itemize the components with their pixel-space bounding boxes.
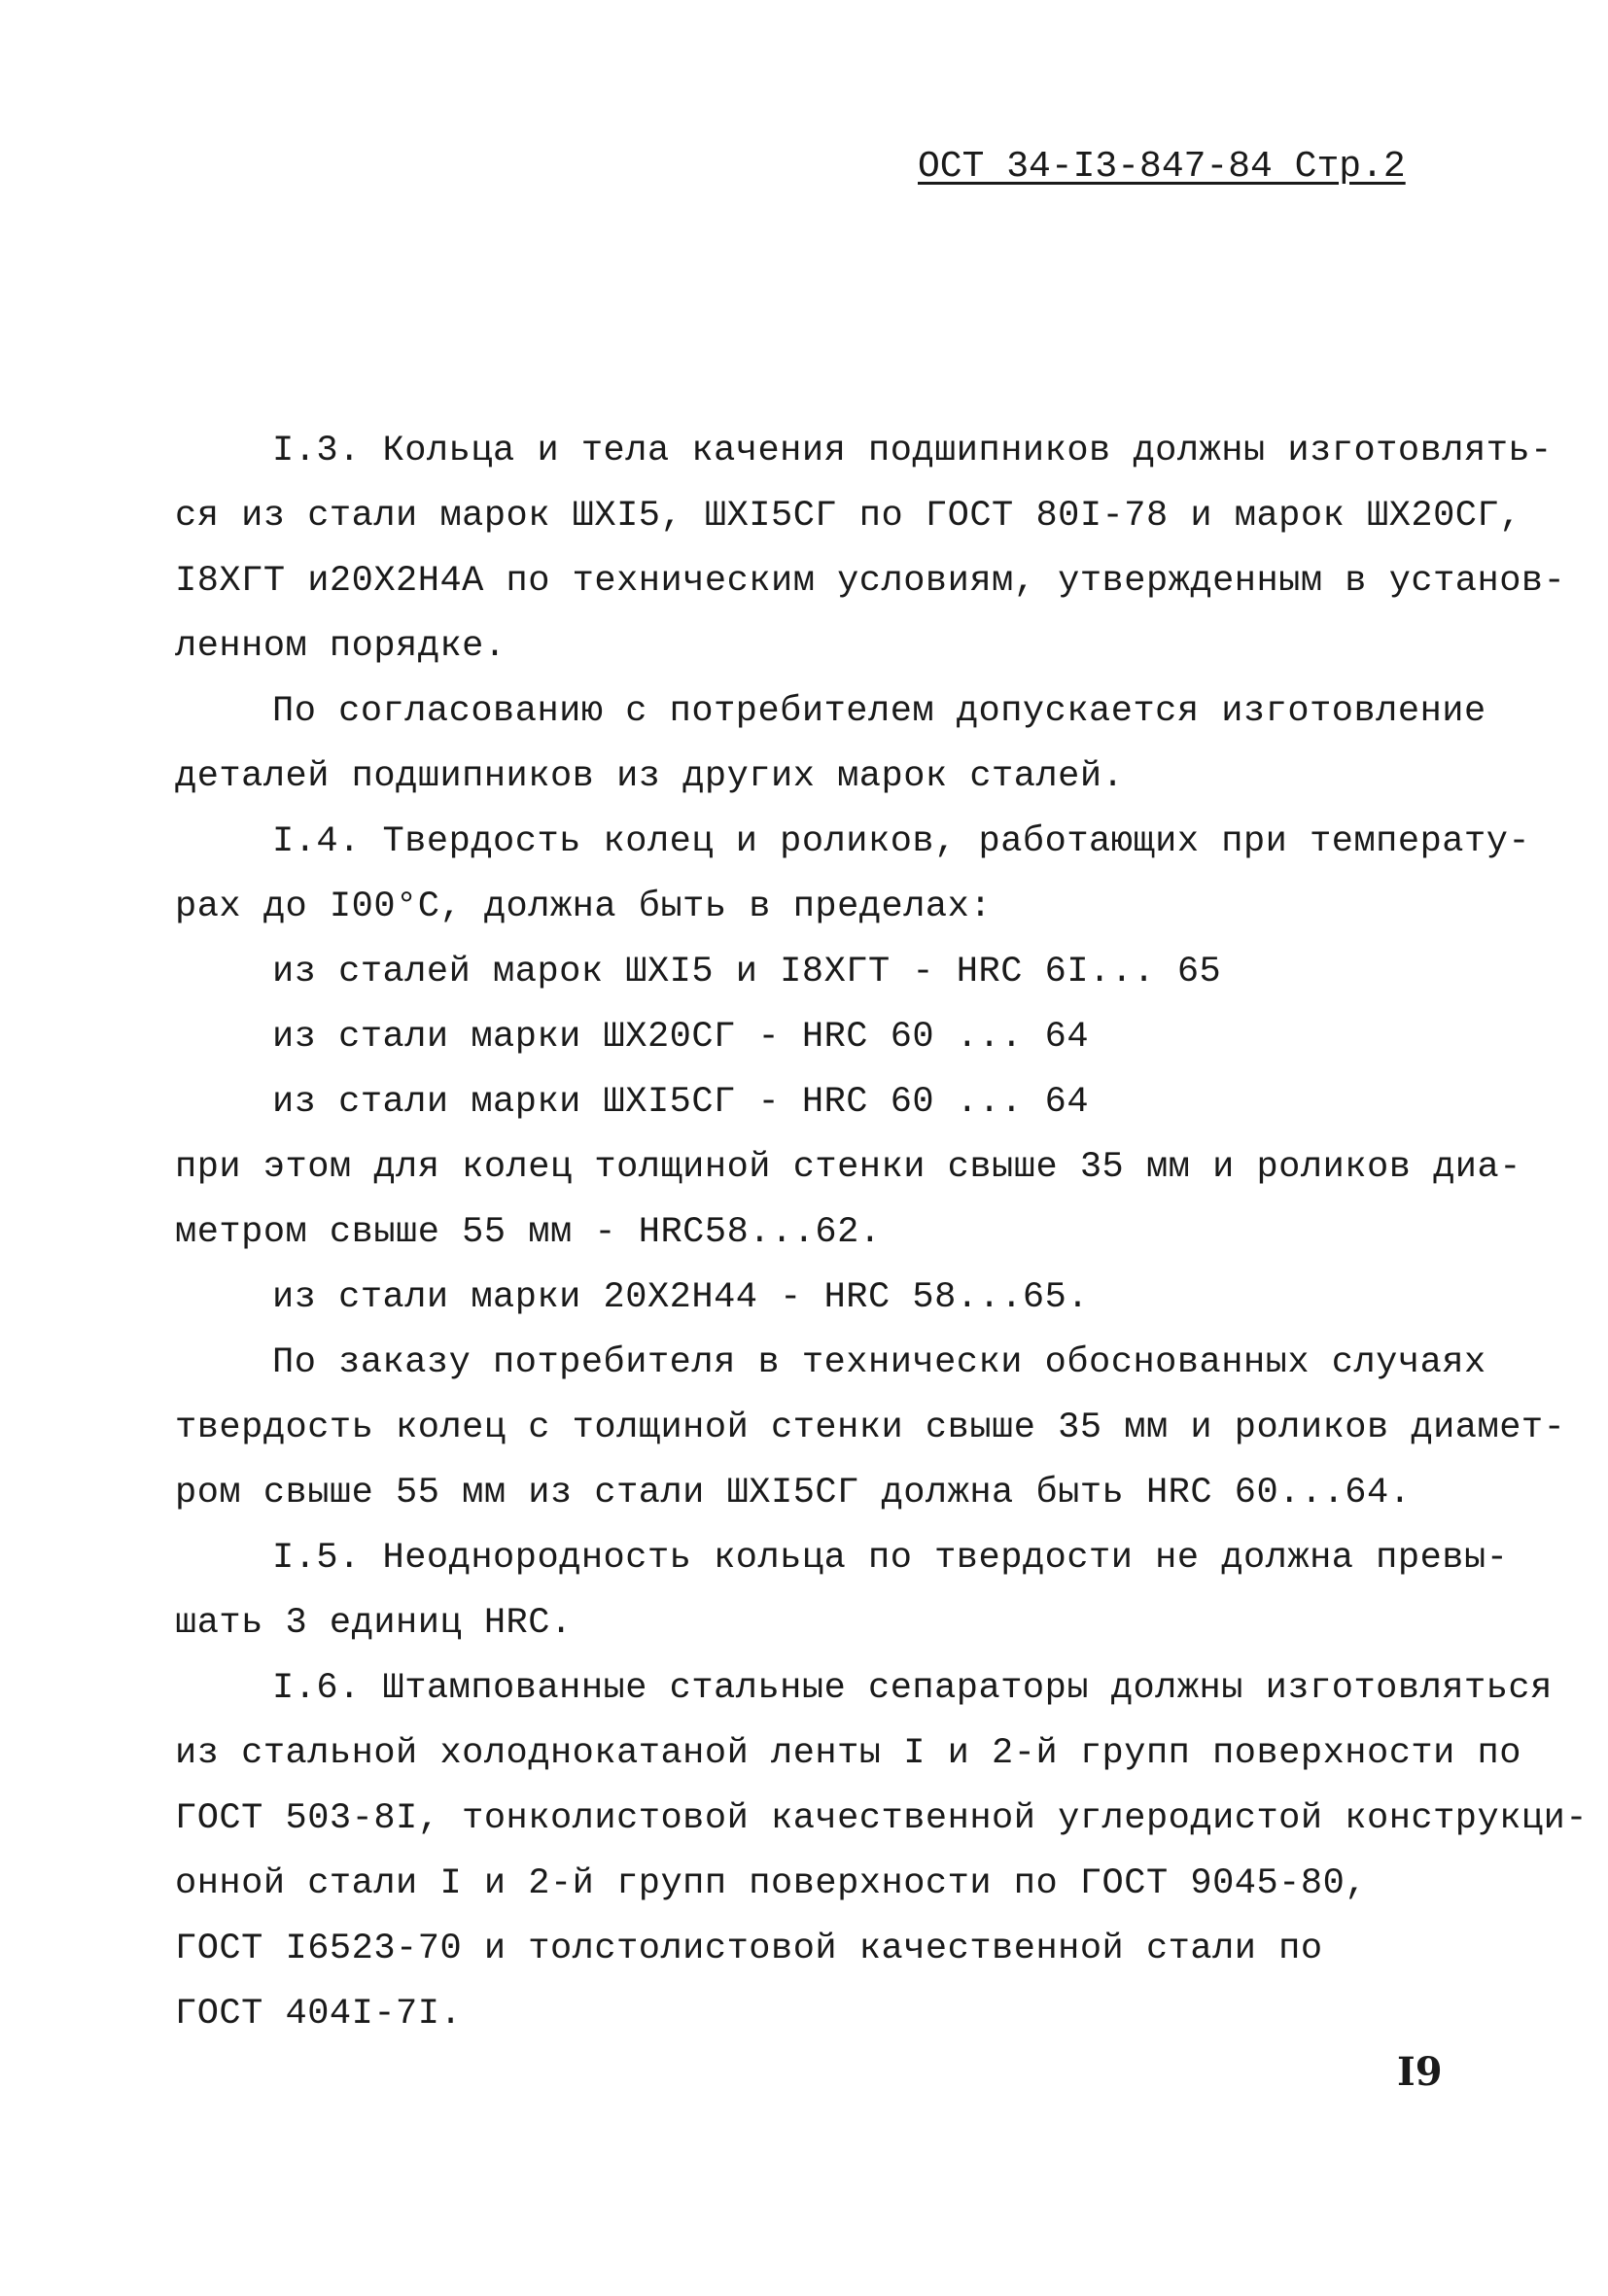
text-line: метром свыше 55 мм - HRC58...62. [175,1212,882,1253]
text-line: ГОСТ 404I-7I. [175,1994,463,2035]
text-line: из стали марки 20Х2Н44 - HRC 58...65. [272,1277,1090,1318]
page-number: I9 [1397,2049,1443,2095]
text-line: I.4. Твердость колец и роликов, работающих при температу- [272,821,1531,862]
text-line: из стали марки ШХ20СГ - HRC 60 ... 64 [272,1017,1090,1058]
text-line: I.3. Кольца и тела качения подшипников должны изготовлять- [272,431,1553,471]
text-line: ром свыше 55 мм из стали ШХI5СГ должна быть HRC 60...64. [175,1473,1412,1513]
text-line: твердость колец с толщиной стенки свыше 35 мм и роликов диамет- [175,1408,1566,1448]
text-line: из стали марки ШХI5СГ - HRC 60 ... 64 [272,1082,1090,1123]
text-line: I8ХГТ и20Х2Н4А по техническим условиям, утвержденным в установ- [175,561,1566,602]
text-line: I.6. Штампованные стальные сепараторы должны изготовляться [272,1668,1553,1709]
text-line: шать 3 единиц HRC. [175,1603,573,1644]
text-line: ГОСТ 503-8I, тонколистовой качественной углеродистой конструкци- [175,1798,1589,1839]
text-line: онной стали I и 2-й групп поверхности по ГОСТ 9045-80, [175,1863,1367,1904]
text-line: рах до I00°С, должна быть в пределах: [175,887,993,927]
text-line: ленном порядке. [175,626,507,667]
text-line: ГОСТ I6523-70 и толстолистовой качественной стали по [175,1929,1323,1969]
text-line: По заказу потребителя в технически обоснованных случаях [272,1342,1486,1383]
text-line: деталей подшипников из других марок сталей. [175,756,1125,797]
text-line: при этом для колец толщиной стенки свыше 35 мм и роликов диа- [175,1147,1521,1188]
text-line: По согласованию с потребителем допускается изготовление [272,691,1486,732]
text-line: из сталей марок ШХI5 и I8ХГТ - HRC 6I... 65 [272,952,1222,992]
text-line: из стальной холоднокатаной ленты I и 2-й групп поверхности по [175,1733,1521,1774]
document-header: ОСТ 34-I3-847-84 Стр.2 [918,146,1406,188]
text-line: ся из стали марок ШХI5, ШХI5СГ по ГОСТ 80I-78 и марок ШХ20СГ, [175,496,1521,537]
text-line: I.5. Неоднородность кольца по твердости не должна превы- [272,1538,1509,1579]
